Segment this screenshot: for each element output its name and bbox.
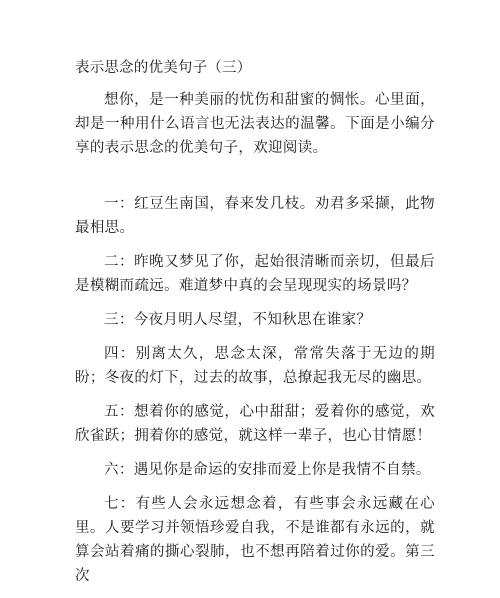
sentence-item-3: 三：今夜月明人尽望，不知秋思在谁家？ bbox=[104, 312, 372, 328]
sentence-item-5: 五：想着你的感觉，心中甜甜；爱着你的感觉，欢欣雀跃；拥着你的感觉，就这样一辈子，也心甘情愿！ bbox=[75, 404, 435, 444]
intro-paragraph: 想你，是一种美丽的忧伤和甜蜜的惆怅。心里面，却是一种用什么语言也无法表达的温馨。下面是小编分享的表示思念的优美句子，欢迎阅读。 bbox=[75, 92, 435, 156]
document-title: 表示思念的优美句子（三） bbox=[75, 60, 252, 76]
sentence-list bbox=[75, 192, 435, 598]
sentence-item-2: 二：昨晚又梦见了你，起始很清晰而亲切，但最后是模糊而疏远。难道梦中真的会呈现现实的场景吗？ bbox=[75, 254, 435, 294]
sentence-item-1: 一：红豆生南国，春来发几枝。劝君多采撷，此物最相思。 bbox=[75, 196, 435, 236]
sentence-item-4: 四：别离太久，思念太深，常常失落于无边的期盼；冬夜的灯下，过去的故事，总撩起我无尽的幽思。 bbox=[75, 346, 435, 386]
sentence-item-6: 六：遇见你是命运的安排而爱上你是我情不自禁。 bbox=[104, 462, 431, 478]
sentence-item-7: 七：有些人会永远想念着，有些事会永远藏在心里。人要学习并领悟珍爱自我，不是谁都有永远的，就算会站着痛的撕心裂肺，也不想再陪着过你的爱。第三次 bbox=[75, 496, 435, 584]
